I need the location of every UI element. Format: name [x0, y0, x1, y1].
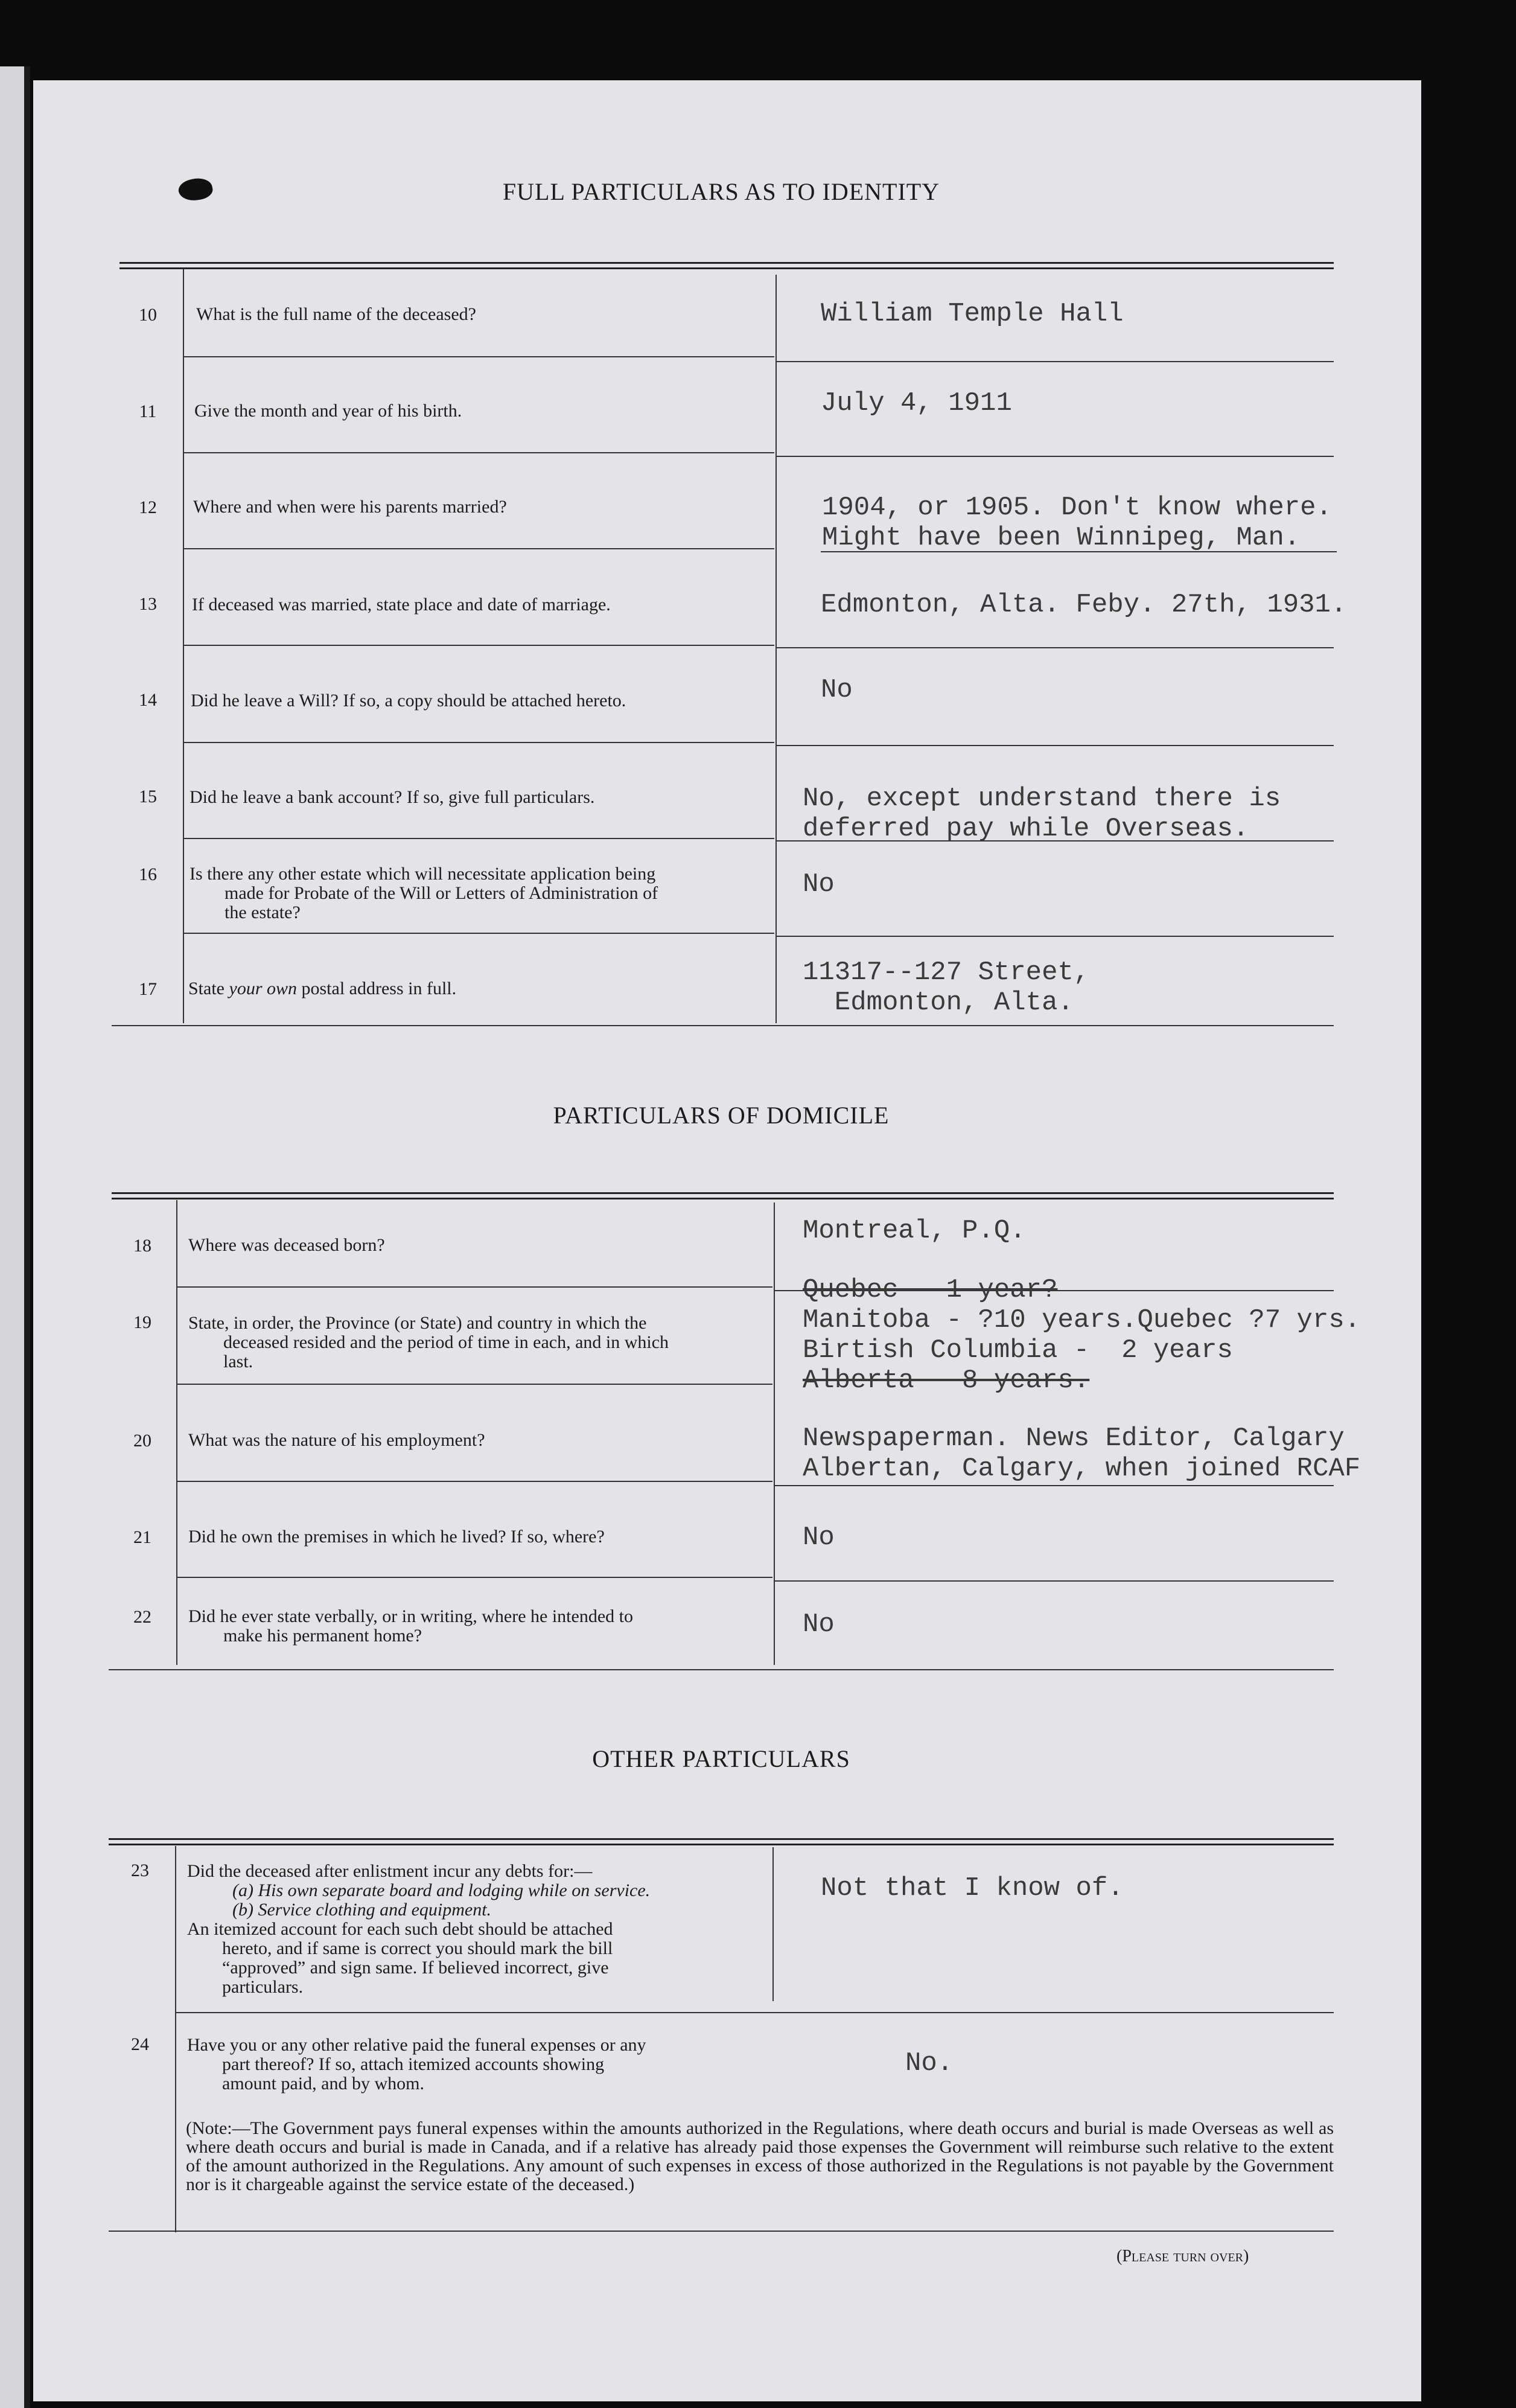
item-number: 14: [139, 690, 157, 710]
number-column-rule: [176, 1200, 177, 1665]
answer-text: No: [821, 675, 853, 705]
number-column-rule: [175, 1846, 176, 2232]
row-rule: [184, 356, 774, 357]
row-rule: [176, 2012, 1334, 2013]
answer-column-rule: [772, 1847, 774, 2001]
answer-text: Edmonton, Alta. Feby. 27th, 1931.: [821, 590, 1347, 620]
answer-rule: [775, 1580, 1334, 1582]
question-text: What was the nature of his employment?: [188, 1430, 485, 1450]
answer-text: No.: [905, 2048, 954, 2078]
question-text: Did he own the premises in which he lived? If so, where?: [188, 1527, 605, 1547]
answer-text: No, except understand there is deferred pay while Overseas.: [803, 784, 1281, 844]
answer-text: Not that I know of.: [821, 1873, 1124, 1903]
section-heading-other: OTHER PARTICULARS: [592, 1745, 850, 1772]
binding-edge: [24, 66, 30, 2408]
answer-rule: [775, 1485, 1334, 1486]
item-number: 12: [139, 497, 157, 517]
row-rule: [184, 838, 774, 839]
double-rule: [119, 267, 1334, 269]
item-number: 20: [133, 1431, 151, 1451]
item-number: 24: [131, 2034, 149, 2054]
item-number: 10: [139, 305, 157, 325]
item-number: 11: [139, 401, 157, 421]
answer-text: William Temple Hall: [821, 299, 1124, 329]
question-text: Give the month and year of his birth.: [194, 401, 462, 421]
item-number: 16: [139, 864, 157, 884]
item-number: 22: [133, 1607, 151, 1627]
item-number: 23: [131, 1860, 149, 1880]
answer-text: July 4, 1911: [821, 388, 1012, 418]
answer-rule: [777, 361, 1334, 362]
section-bottom-rule: [109, 2231, 1334, 2232]
answer-column-rule: [774, 1202, 775, 1665]
answer-column-rule: [776, 275, 777, 1023]
double-rule: [112, 1192, 1334, 1194]
item-number: 19: [133, 1312, 151, 1332]
question-text: Did he ever state verbally, or in writing, where he intended to make his permanent home?: [188, 1606, 633, 1646]
question-text: Where was deceased born?: [188, 1235, 385, 1255]
question-text: Have you or any other relative paid the funeral expenses or any part thereof? If so, attach itemized accounts showing amount paid, and by whom.: [187, 2035, 646, 2093]
double-rule: [109, 1838, 1334, 1840]
double-rule: [112, 1198, 1334, 1199]
answer-rule: [777, 936, 1334, 937]
answer-text: Newspaperman. News Editor, Calgary Albertan, Calgary, when joined RCAF: [803, 1423, 1361, 1484]
row-rule: [177, 1384, 772, 1385]
row-rule: [184, 548, 774, 549]
row-rule: [177, 1577, 772, 1578]
answer-text: Montreal, P.Q.: [803, 1216, 1026, 1246]
question-text: Is there any other estate which will necessitate application being made for Probate of the Will or Letters of Administration of the estate?: [190, 864, 658, 922]
item-number: 15: [139, 787, 157, 806]
answer-rule: [777, 456, 1334, 457]
answer-text: 1904, or 1905. Don't know where. Might have been Winnipeg, Man.: [822, 493, 1332, 553]
item-number: 21: [133, 1527, 151, 1547]
row-rule: [184, 933, 774, 934]
question-text: State your own postal address in full.: [188, 979, 457, 998]
section-bottom-rule: [112, 1025, 1334, 1026]
answer-text: No: [803, 869, 835, 899]
row-rule: [177, 1481, 772, 1482]
section-heading-domicile: PARTICULARS OF DOMICILE: [553, 1102, 890, 1129]
question-text: Where and when were his parents married?: [193, 497, 507, 517]
answer-text: No: [803, 1522, 835, 1553]
question-text: State, in order, the Province (or State) and country in which the deceased resided and the period of time in each, and in which last.: [188, 1313, 669, 1372]
answer-rule: [777, 745, 1334, 746]
answer-text: 11317--127 Street, Edmonton, Alta.: [803, 957, 1090, 1018]
item-number: 18: [133, 1236, 151, 1256]
row-rule: [184, 645, 774, 646]
item-number: 17: [139, 979, 157, 999]
item-number: 13: [139, 594, 157, 614]
double-rule: [119, 262, 1334, 264]
question-text: Did he leave a Will? If so, a copy should be attached hereto.: [191, 691, 626, 711]
answer-text: No: [803, 1609, 835, 1640]
question-text: Did he leave a bank account? If so, give full particulars.: [190, 787, 595, 807]
answer-underline: [821, 551, 1337, 552]
row-rule: [184, 452, 774, 453]
note-paragraph: (Note:—The Government pays funeral expenses within the amounts authorized in the Regulations, where death occurs and burial is made Overseas as well as where death occurs and burial is made in Canada, and if a relative has already paid those expenses the Government will reimburse such relative to the extent of the amount authorized in the Regulations. Any amount of such expenses in excess of those authorized in the Regulations is not payable by the Government nor is it chargeable against the service estate of the deceased.): [186, 2118, 1334, 2194]
number-column-rule: [183, 269, 184, 1023]
please-turn-over: (Please turn over): [1116, 2247, 1249, 2266]
answer-rule: [777, 647, 1334, 648]
question-text: Did the deceased after enlistment incur any debts for:— (a) His own separate board and lodging while on service. (b) Service clothing and equipment. An itemized account for each such debt should be attached hereto, and if same is correct you should mark the bill “approved” and sign same. If believed incorrect, give particulars.: [187, 1861, 651, 1997]
question-text: What is the full name of the deceased?: [196, 304, 476, 324]
row-rule: [177, 1286, 772, 1288]
section-heading-identity: FULL PARTICULARS AS TO IDENTITY: [502, 178, 940, 205]
double-rule: [109, 1844, 1334, 1845]
section-bottom-rule: [109, 1669, 1334, 1670]
answer-text: Quebec - 1 year? Manitoba - ?10 years.Quebec ?7 yrs. Birtish Columbia - 2 years Alberta - 8 years.: [803, 1275, 1361, 1396]
question-text: If deceased was married, state place and date of marriage.: [192, 595, 611, 615]
row-rule: [184, 742, 774, 743]
